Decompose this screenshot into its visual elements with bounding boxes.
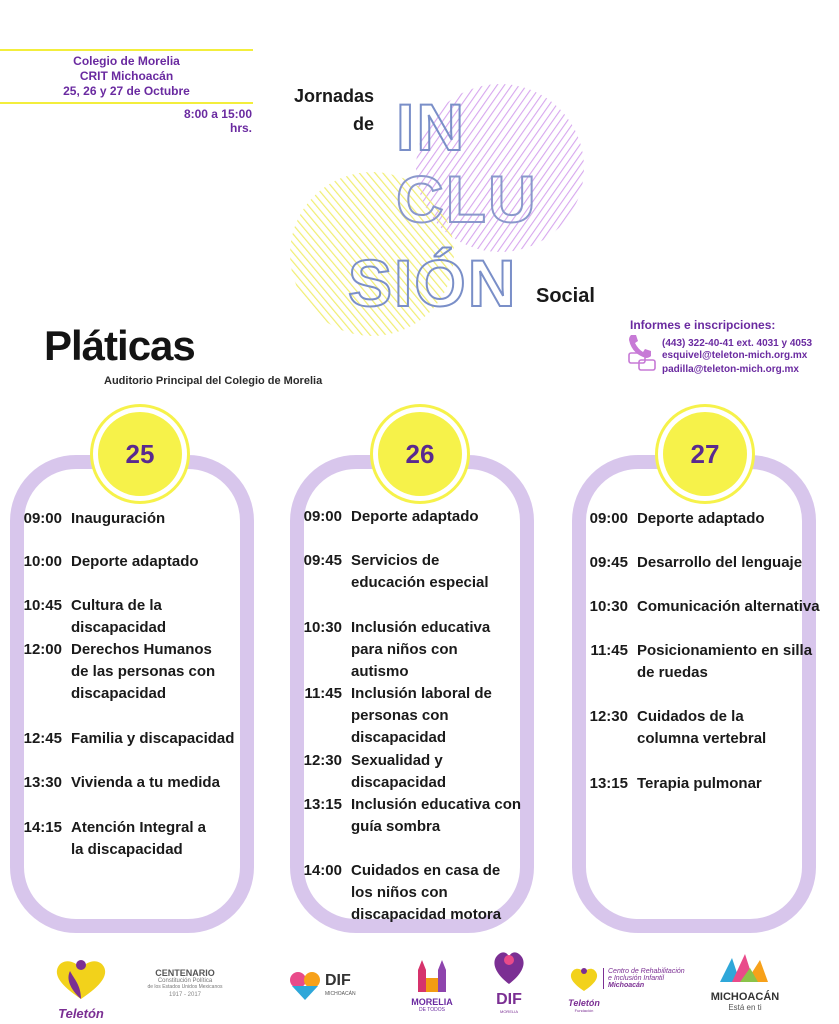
michoacan-logo [700, 952, 790, 1012]
session-name: Servicios de educación especial [351, 552, 489, 591]
crit-line-1: Centro de Rehabilitación [608, 968, 685, 975]
jornadas-text: Jornadas [293, 86, 374, 106]
session-name: Desarrollo del lenguaje [637, 554, 803, 571]
venue-line-1: Colegio de Morelia [73, 54, 180, 68]
session-row [298, 550, 508, 594]
title-jornadas [290, 82, 374, 138]
session-name: Inclusión educativa para niños con autismo [351, 619, 491, 680]
title-in: IN [396, 90, 466, 164]
venue-info [0, 54, 253, 99]
session-time: 12:00 [23, 641, 62, 658]
session-row [298, 860, 513, 926]
divider-top [0, 49, 253, 51]
session-time: 13:15 [303, 796, 342, 813]
session-name: Cuidados de la columna vertebral [637, 708, 767, 747]
morelia-sub: DE TODOS [419, 1007, 445, 1013]
teleton-logo [50, 955, 112, 1021]
centenario-sub-2: de los Estados Unidos Mexicanos [147, 984, 223, 990]
michoacan-sub: Está en ti [728, 1003, 762, 1012]
morelia-logo [405, 958, 459, 1013]
session-name: Vivienda a tu medida [71, 774, 220, 791]
session-time: 09:00 [303, 508, 342, 525]
session-row [18, 595, 248, 639]
session-time: 09:45 [589, 554, 628, 571]
session-row [584, 508, 834, 530]
de-text: de [352, 114, 374, 134]
session-row [584, 773, 834, 795]
contact-title: Informes e inscripciones: [630, 318, 776, 332]
divider-middle [0, 102, 253, 104]
dif-morelia-label: DIF [496, 991, 522, 1008]
session-time: 10:30 [589, 598, 628, 615]
crit-label [603, 968, 692, 989]
session-name: Cultura de la discapacidad [71, 597, 167, 636]
dif-sub: MICHOACÁN [325, 991, 356, 997]
session-name: Inauguración [71, 510, 166, 527]
session-name: Cuidados en casa de los niños con discapacidad motora [351, 862, 502, 923]
morelia-label: MORELIA [411, 997, 453, 1007]
centenario-title: CENTENARIO [155, 968, 215, 978]
session-row [298, 794, 533, 838]
title-social: Social [536, 285, 595, 307]
dif-morelia-sub: MORELIA [499, 1009, 518, 1014]
cathedral-icon [412, 958, 452, 992]
day-badge-26: 26 [378, 412, 462, 496]
session-row [18, 508, 248, 530]
page-title: Pláticas [44, 322, 195, 369]
day-badge-25: 25 [98, 412, 182, 496]
contact-email-1[interactable]: esquivel@teleton-mich.org.mx [662, 350, 808, 361]
session-name: Familia y discapacidad [71, 730, 235, 747]
session-time: 11:45 [590, 642, 628, 659]
centenario-logo [125, 968, 245, 1013]
session-time: 09:00 [589, 510, 628, 527]
dif-michoacan-logo [288, 968, 368, 1008]
dif-heart-icon [288, 968, 322, 1002]
session-row [584, 596, 834, 618]
session-name: Terapia pulmonar [637, 775, 762, 792]
session-row [298, 683, 533, 749]
session-time: 12:30 [303, 752, 342, 769]
session-name: Derechos Humanos de las personas con discapacidad [71, 641, 216, 702]
michoacan-label: MICHOACÁN [710, 991, 780, 1003]
session-time: 12:30 [589, 708, 628, 725]
dif-label: DIF [325, 972, 351, 989]
session-time: 09:00 [23, 510, 62, 527]
teleton-label: Teletón [58, 1006, 104, 1021]
session-name: Comunicación alternativa [637, 598, 820, 615]
session-name: Posicionamiento en silla de ruedas [637, 642, 813, 681]
session-row [18, 772, 248, 794]
contact-icon [627, 333, 659, 373]
session-time: 10:30 [303, 619, 342, 636]
teleton-heart-icon [50, 955, 112, 1001]
session-row [18, 728, 248, 750]
session-time: 14:15 [23, 819, 62, 836]
session-time: 13:30 [23, 774, 62, 791]
session-row [584, 706, 804, 750]
session-name: Atención Integral a la discapacidad [71, 819, 207, 858]
session-time: 10:00 [23, 553, 62, 570]
title-sion: SIÓN [348, 246, 518, 320]
session-row [18, 639, 228, 705]
session-name: Deporte adaptado [71, 553, 199, 570]
teleton-fundacion-label: Teletón [568, 998, 600, 1008]
title-clu: CLU [396, 162, 538, 236]
contact-email-2[interactable]: padilla@teleton-mich.org.mx [662, 364, 799, 375]
session-name: Inclusión educativa con guía sombra [351, 796, 522, 835]
teleton-fundacion-sub: Fundación [574, 1008, 594, 1013]
teleton-fundacion-heart-icon [567, 965, 601, 993]
contact-phone: (443) 322-40-41 ext. 4031 y 4053 [662, 338, 813, 349]
session-row [298, 506, 533, 528]
teleton-fundacion-logo [562, 965, 606, 1011]
session-time: 13:15 [589, 775, 628, 792]
dif-morelia-logo [488, 946, 530, 1014]
event-hours: 8:00 a 15:00 hrs. [183, 107, 252, 135]
session-name: Inclusión laboral de personas con discapacidad [351, 685, 492, 746]
dif-morelia-heart-icon [489, 946, 529, 986]
centenario-years: 1917 - 2017 [168, 992, 202, 998]
crit-line-3: Michoacán [608, 982, 645, 989]
location-text: Auditorio Principal del Colegio de Morelia [104, 375, 323, 387]
michoacan-butterfly-icon [710, 952, 780, 986]
session-row [298, 750, 533, 794]
session-time: 10:45 [23, 597, 62, 614]
venue-line-2: CRIT Michoacán [79, 69, 174, 83]
session-row [584, 640, 814, 684]
session-time: 09:45 [303, 552, 342, 569]
session-name: Sexualidad y discapacidad [351, 752, 447, 791]
session-name: Deporte adaptado [637, 510, 765, 527]
session-row [18, 817, 208, 861]
session-row [584, 552, 834, 574]
session-time: 11:45 [304, 685, 342, 702]
centenario-sub-1: Constitución Política [157, 978, 213, 984]
session-row [298, 617, 513, 683]
venue-dates: 25, 26 y 27 de Octubre [63, 84, 190, 98]
session-row [18, 551, 248, 573]
day-badge-27: 27 [663, 412, 747, 496]
session-time: 14:00 [303, 862, 342, 879]
crit-line-2: e Inclusión Infantil [608, 975, 665, 982]
session-name: Deporte adaptado [351, 508, 479, 525]
session-time: 12:45 [23, 730, 62, 747]
